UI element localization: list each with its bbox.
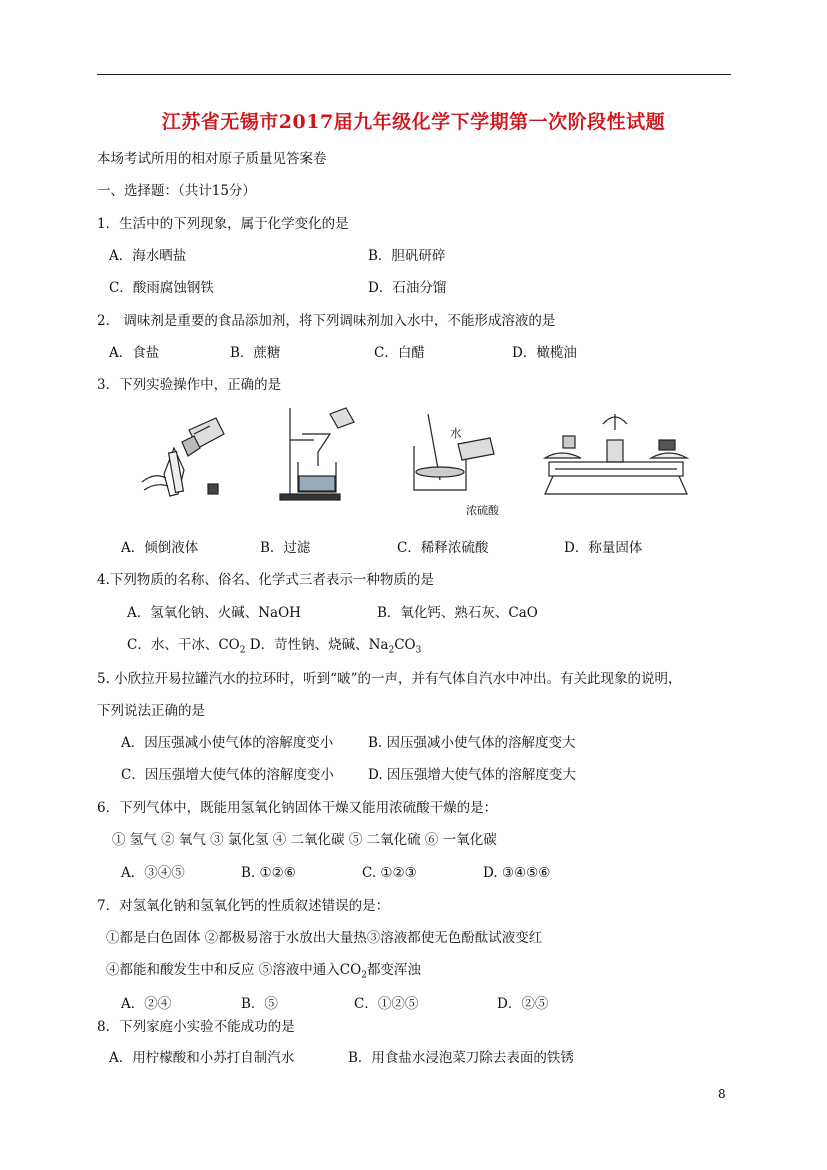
q2-option-b: B．蔗糖 [230, 345, 281, 361]
question-1: 1．生活中的下列现象，属于化学变化的是 [97, 216, 349, 232]
q7-option-a: A．②④ [121, 996, 172, 1012]
question-8: 8．下列家庭小实验不能成功的是 [97, 1019, 295, 1035]
q2-option-c: C．白醋 [374, 345, 425, 361]
page-title: 江苏省无锡市2017届九年级化学下学期第一次阶段性试题 [161, 111, 666, 133]
dilute-acid-figure [410, 410, 500, 492]
q4-options-c-d [127, 636, 421, 660]
q7-option-b: B．⑤ [241, 996, 278, 1012]
q3-option-d: D．称量固体 [564, 540, 643, 556]
q3-option-a: A．倾倒液体 [121, 540, 199, 556]
q6-option-c: C. ①②③ [362, 865, 417, 881]
water-label: 水 [450, 426, 462, 440]
q7-items-line-2-text: ④都能和酸发生中和反应 ⑤溶液中通入CO [106, 962, 362, 978]
q7-items-line-2-end: 都变浑浊 [366, 962, 421, 978]
q7-option-d: D．②⑤ [497, 996, 549, 1012]
q5-option-d: D. 因压强增大使气体的溶解度变大 [368, 767, 576, 783]
q7-items-line-2 [106, 961, 421, 985]
intro-text: 本场考试所用的相对原子质量见答案卷 [97, 151, 327, 167]
q4-d-formula: CO [394, 637, 416, 653]
balance-figure [541, 410, 691, 498]
q2-option-d: D．橄榄油 [512, 345, 577, 361]
q8-option-b: B．用食盐水浸泡菜刀除去表面的铁锈 [348, 1050, 574, 1066]
question-2: 2． 调味剂是重要的食品添加剂，将下列调味剂加入水中，不能形成溶液的是 [97, 313, 556, 329]
q5-option-c: C．因压强增大使气体的溶解度变小 [121, 767, 334, 783]
q1-option-a: A．海水晒盐 [109, 248, 187, 264]
q1-option-d: D．石油分馏 [368, 280, 447, 296]
pouring-liquid-figure [134, 412, 234, 504]
q5-option-a: A．因压强减小使气体的溶解度变小 [121, 735, 334, 751]
question-6: 6．下列气体中，既能用氢氧化钠固体干燥又能用浓硫酸干燥的是： [97, 800, 498, 816]
acid-label: 浓硫酸 [466, 504, 499, 517]
question-5-line-1: 5. 小欣拉开易拉罐汽水的拉环时，听到“啵”的一声，并有气体自汽水中冲出。有关此现象的说明， [97, 671, 682, 687]
q8-option-a: A．用柠檬酸和小苏打自制汽水 [109, 1050, 295, 1066]
q6-option-d: D. ③④⑤⑥ [483, 865, 551, 881]
q4-c-subscript: 2 [239, 645, 246, 656]
q2-option-a: A．食盐 [109, 345, 160, 361]
filtration-figure [274, 404, 364, 504]
page-number: 8 [718, 1087, 726, 1101]
q6-option-b: B. ①②⑥ [241, 865, 296, 881]
q1-option-c: C．酸雨腐蚀钢铁 [109, 280, 214, 296]
q5-option-b: B. 因压强减小使气体的溶解度变大 [368, 735, 576, 751]
q1-option-b: B．胆矾研碎 [368, 248, 446, 264]
q4-option-c: C．水、干冰、CO [127, 637, 240, 653]
question-7: 7．对氢氧化钠和氢氧化钙的性质叙述错误的是： [97, 898, 390, 914]
q3-option-b: B．过滤 [260, 540, 311, 556]
question-3: 3．下列实验操作中，正确的是 [97, 377, 282, 393]
question-4: 4.下列物质的名称、俗名、化学式三者表示一种物质的是 [97, 572, 434, 588]
q6-items: ① 氢气 ② 氧气 ③ 氯化氢 ④ 二氧化碳 ⑤ 二氧化硫 ⑥ 一氧化碳 [112, 832, 497, 848]
q4-option-b: B．氧化钙、熟石灰、CaO [377, 605, 538, 621]
q7-option-c: C．①②⑤ [354, 996, 419, 1012]
q4-d-subscript-2: 3 [415, 645, 422, 656]
question-5-line-2: 下列说法正确的是 [97, 703, 205, 719]
q4-option-d: D．苛性钠、烧碱、Na [245, 637, 389, 653]
q6-option-a: A．③④⑤ [121, 865, 185, 881]
q3-option-c: C．稀释浓硫酸 [397, 540, 489, 556]
section-heading: 一、选择题：（共计15分） [97, 183, 256, 199]
q4-d-subscript: 2 [388, 645, 395, 656]
q7-items-line-1: ①都是白色固体 ②都极易溶于水放出大量热③溶液都使无色酚酞试液变红 [106, 930, 543, 946]
header-rule [97, 74, 731, 75]
q4-option-a: A．氢氧化钠、火碱、NaOH [127, 605, 301, 621]
q7-subscript: 2 [361, 970, 367, 981]
